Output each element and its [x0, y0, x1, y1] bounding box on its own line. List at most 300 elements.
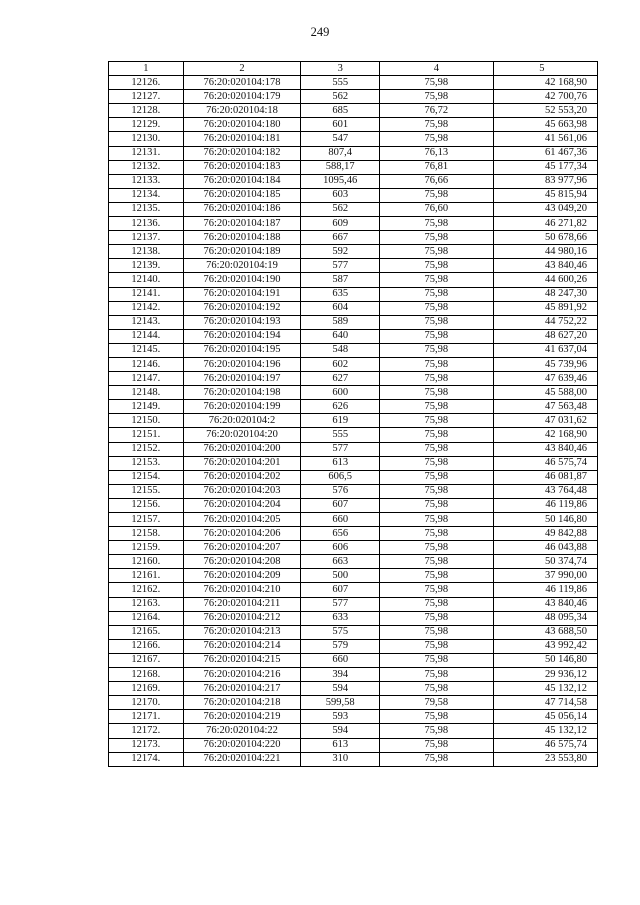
- area-cell: 594: [301, 724, 380, 738]
- rate-cell: 75,98: [380, 611, 494, 625]
- row-number-cell: 12128.: [109, 104, 184, 118]
- cadastral-number-cell: 76:20:020104:19: [183, 259, 301, 273]
- rate-cell: 75,98: [380, 738, 494, 752]
- area-cell: 594: [301, 682, 380, 696]
- value-cell: 45 663,98: [493, 118, 597, 132]
- rate-cell: 75,98: [380, 498, 494, 512]
- value-cell: 42 168,90: [493, 428, 597, 442]
- area-cell: 607: [301, 498, 380, 512]
- row-number-cell: 12169.: [109, 682, 184, 696]
- area-cell: 547: [301, 132, 380, 146]
- table-row: [109, 217, 598, 231]
- rate-cell: 75,98: [380, 386, 494, 400]
- row-number-cell: 12151.: [109, 428, 184, 442]
- cadastral-number-cell: 76:20:020104:181: [183, 132, 301, 146]
- table-row: [109, 682, 598, 696]
- cadastral-number-cell: 76:20:020104:189: [183, 245, 301, 259]
- table-row: [109, 527, 598, 541]
- cadastral-number-cell: 76:20:020104:190: [183, 273, 301, 287]
- table-row: [109, 372, 598, 386]
- row-number-cell: 12137.: [109, 231, 184, 245]
- table-row: [109, 513, 598, 527]
- cadastral-number-cell: 76:20:020104:215: [183, 653, 301, 667]
- rate-cell: 75,98: [380, 682, 494, 696]
- value-cell: 46 119,86: [493, 498, 597, 512]
- table-row: [109, 611, 598, 625]
- area-cell: 635: [301, 287, 380, 301]
- rate-cell: 76,60: [380, 202, 494, 216]
- row-number-cell: 12155.: [109, 484, 184, 498]
- table-row: [109, 90, 598, 104]
- value-cell: 49 842,88: [493, 527, 597, 541]
- table-row: [109, 202, 598, 216]
- table-row: [109, 555, 598, 569]
- rate-cell: 75,98: [380, 527, 494, 541]
- table-row: [109, 343, 598, 357]
- area-cell: 599,58: [301, 696, 380, 710]
- cadastral-number-cell: 76:20:020104:187: [183, 217, 301, 231]
- area-cell: 600: [301, 386, 380, 400]
- table-row: [109, 639, 598, 653]
- table-row: [109, 738, 598, 752]
- rate-cell: 75,98: [380, 456, 494, 470]
- row-number-cell: 12144.: [109, 329, 184, 343]
- row-number-cell: 12142.: [109, 301, 184, 315]
- value-cell: 50 146,80: [493, 513, 597, 527]
- value-cell: 83 977,96: [493, 174, 597, 188]
- row-number-cell: 12138.: [109, 245, 184, 259]
- area-cell: 607: [301, 583, 380, 597]
- area-cell: 660: [301, 653, 380, 667]
- area-cell: 685: [301, 104, 380, 118]
- value-cell: 46 081,87: [493, 470, 597, 484]
- cadastral-number-cell: 76:20:020104:191: [183, 287, 301, 301]
- value-cell: 46 043,88: [493, 541, 597, 555]
- rate-cell: 76,13: [380, 146, 494, 160]
- rate-cell: 75,98: [380, 484, 494, 498]
- value-cell: 47 563,48: [493, 400, 597, 414]
- cadastral-number-cell: 76:20:020104:200: [183, 442, 301, 456]
- row-number-cell: 12159.: [109, 541, 184, 555]
- row-number-cell: 12162.: [109, 583, 184, 597]
- rate-cell: 75,98: [380, 132, 494, 146]
- area-cell: 606: [301, 541, 380, 555]
- cadastral-number-cell: 76:20:020104:186: [183, 202, 301, 216]
- value-cell: 48 247,30: [493, 287, 597, 301]
- row-number-cell: 12158.: [109, 527, 184, 541]
- value-cell: 43 764,48: [493, 484, 597, 498]
- table-row: [109, 231, 598, 245]
- table-row: [109, 259, 598, 273]
- cadastral-number-cell: 76:20:020104:221: [183, 752, 301, 766]
- table-row: [109, 597, 598, 611]
- column-header-3: 3: [301, 62, 380, 76]
- cadastral-number-cell: 76:20:020104:195: [183, 343, 301, 357]
- area-cell: 1095,46: [301, 174, 380, 188]
- area-cell: 577: [301, 259, 380, 273]
- area-cell: 663: [301, 555, 380, 569]
- area-cell: 548: [301, 343, 380, 357]
- rate-cell: 75,98: [380, 118, 494, 132]
- row-number-cell: 12171.: [109, 710, 184, 724]
- column-header-1: 1: [109, 62, 184, 76]
- cadastral-number-cell: 76:20:020104:206: [183, 527, 301, 541]
- table-row: [109, 696, 598, 710]
- rate-cell: 79,58: [380, 696, 494, 710]
- value-cell: 48 095,34: [493, 611, 597, 625]
- cadastral-number-cell: 76:20:020104:213: [183, 625, 301, 639]
- row-number-cell: 12164.: [109, 611, 184, 625]
- cadastral-number-cell: 76:20:020104:196: [183, 357, 301, 371]
- area-cell: 394: [301, 668, 380, 682]
- value-cell: 45 132,12: [493, 724, 597, 738]
- rate-cell: 75,98: [380, 188, 494, 202]
- row-number-cell: 12139.: [109, 259, 184, 273]
- area-cell: 589: [301, 315, 380, 329]
- value-cell: 46 575,74: [493, 456, 597, 470]
- area-cell: 602: [301, 357, 380, 371]
- row-number-cell: 12149.: [109, 400, 184, 414]
- row-number-cell: 12131.: [109, 146, 184, 160]
- area-cell: 660: [301, 513, 380, 527]
- value-cell: 43 840,46: [493, 442, 597, 456]
- rate-cell: 75,98: [380, 597, 494, 611]
- cadastral-number-cell: 76:20:020104:22: [183, 724, 301, 738]
- cadastral-number-cell: 76:20:020104:208: [183, 555, 301, 569]
- rate-cell: 75,98: [380, 287, 494, 301]
- row-number-cell: 12165.: [109, 625, 184, 639]
- table-row: [109, 146, 598, 160]
- value-cell: 45 739,96: [493, 357, 597, 371]
- cadastral-number-cell: 76:20:020104:217: [183, 682, 301, 696]
- area-cell: 579: [301, 639, 380, 653]
- value-cell: 41 637,04: [493, 343, 597, 357]
- value-cell: 45 056,14: [493, 710, 597, 724]
- cadastral-number-cell: 76:20:020104:211: [183, 597, 301, 611]
- rate-cell: 76,66: [380, 174, 494, 188]
- area-cell: 613: [301, 738, 380, 752]
- rate-cell: 75,98: [380, 442, 494, 456]
- cadastral-number-cell: 76:20:020104:192: [183, 301, 301, 315]
- row-number-cell: 12147.: [109, 372, 184, 386]
- cadastral-number-cell: 76:20:020104:182: [183, 146, 301, 160]
- area-cell: 500: [301, 569, 380, 583]
- table-row: [109, 400, 598, 414]
- area-cell: 633: [301, 611, 380, 625]
- table-row: [109, 414, 598, 428]
- rate-cell: 75,98: [380, 217, 494, 231]
- row-number-cell: 12129.: [109, 118, 184, 132]
- row-number-cell: 12136.: [109, 217, 184, 231]
- area-cell: 577: [301, 442, 380, 456]
- row-number-cell: 12132.: [109, 160, 184, 174]
- table-row: [109, 428, 598, 442]
- row-number-cell: 12145.: [109, 343, 184, 357]
- area-cell: 601: [301, 118, 380, 132]
- value-cell: 45 132,12: [493, 682, 597, 696]
- table-row: [109, 329, 598, 343]
- cadastral-number-cell: 76:20:020104:188: [183, 231, 301, 245]
- cadastral-number-cell: 76:20:020104:199: [183, 400, 301, 414]
- table-row: [109, 442, 598, 456]
- cadastral-number-cell: 76:20:020104:219: [183, 710, 301, 724]
- rate-cell: 75,98: [380, 724, 494, 738]
- table-row: [109, 470, 598, 484]
- cadastral-number-cell: 76:20:020104:197: [183, 372, 301, 386]
- value-cell: 42 700,76: [493, 90, 597, 104]
- rate-cell: 75,98: [380, 555, 494, 569]
- table-row: [109, 287, 598, 301]
- value-cell: 23 553,80: [493, 752, 597, 766]
- table-row: [109, 174, 598, 188]
- value-cell: 47 031,62: [493, 414, 597, 428]
- value-cell: 29 936,12: [493, 668, 597, 682]
- table-row: [109, 188, 598, 202]
- table-row: [109, 583, 598, 597]
- value-cell: 43 840,46: [493, 597, 597, 611]
- row-number-cell: 12134.: [109, 188, 184, 202]
- table-row: [109, 724, 598, 738]
- table-row: [109, 104, 598, 118]
- area-cell: 603: [301, 188, 380, 202]
- cadastral-number-cell: 76:20:020104:218: [183, 696, 301, 710]
- header-row: [109, 62, 598, 76]
- row-number-cell: 12146.: [109, 357, 184, 371]
- cadastral-number-cell: 76:20:020104:220: [183, 738, 301, 752]
- cadastral-number-cell: 76:20:020104:209: [183, 569, 301, 583]
- cadastral-number-cell: 76:20:020104:2: [183, 414, 301, 428]
- area-cell: 592: [301, 245, 380, 259]
- value-cell: 47 714,58: [493, 696, 597, 710]
- value-cell: 45 891,92: [493, 301, 597, 315]
- value-cell: 43 688,50: [493, 625, 597, 639]
- row-number-cell: 12166.: [109, 639, 184, 653]
- cadastral-number-cell: 76:20:020104:214: [183, 639, 301, 653]
- row-number-cell: 12173.: [109, 738, 184, 752]
- area-cell: 555: [301, 76, 380, 90]
- cadastral-number-cell: 76:20:020104:193: [183, 315, 301, 329]
- row-number-cell: 12156.: [109, 498, 184, 512]
- table-row: [109, 752, 598, 766]
- rate-cell: 75,98: [380, 400, 494, 414]
- row-number-cell: 12154.: [109, 470, 184, 484]
- cadastral-number-cell: 76:20:020104:201: [183, 456, 301, 470]
- row-number-cell: 12126.: [109, 76, 184, 90]
- row-number-cell: 12153.: [109, 456, 184, 470]
- row-number-cell: 12135.: [109, 202, 184, 216]
- value-cell: 46 575,74: [493, 738, 597, 752]
- rate-cell: 75,98: [380, 315, 494, 329]
- value-cell: 45 588,00: [493, 386, 597, 400]
- table-row: [109, 386, 598, 400]
- row-number-cell: 12174.: [109, 752, 184, 766]
- value-cell: 44 980,16: [493, 245, 597, 259]
- row-number-cell: 12160.: [109, 555, 184, 569]
- cadastral-number-cell: 76:20:020104:185: [183, 188, 301, 202]
- area-cell: 577: [301, 597, 380, 611]
- cadastral-number-cell: 76:20:020104:205: [183, 513, 301, 527]
- value-cell: 50 678,66: [493, 231, 597, 245]
- row-number-cell: 12140.: [109, 273, 184, 287]
- area-cell: 656: [301, 527, 380, 541]
- value-cell: 47 639,46: [493, 372, 597, 386]
- table-header: [109, 62, 598, 76]
- cadastral-value-table: [108, 61, 598, 767]
- area-cell: 667: [301, 231, 380, 245]
- table-row: [109, 653, 598, 667]
- rate-cell: 75,98: [380, 273, 494, 287]
- value-cell: 45 177,34: [493, 160, 597, 174]
- area-cell: 807,4: [301, 146, 380, 160]
- rate-cell: 75,98: [380, 639, 494, 653]
- cadastral-number-cell: 76:20:020104:203: [183, 484, 301, 498]
- rate-cell: 75,98: [380, 231, 494, 245]
- row-number-cell: 12130.: [109, 132, 184, 146]
- rate-cell: 75,98: [380, 625, 494, 639]
- area-cell: 640: [301, 329, 380, 343]
- table-row: [109, 541, 598, 555]
- table-row: [109, 569, 598, 583]
- rate-cell: 75,98: [380, 90, 494, 104]
- area-cell: 575: [301, 625, 380, 639]
- rate-cell: 75,98: [380, 653, 494, 667]
- table-row: [109, 668, 598, 682]
- table-row: [109, 484, 598, 498]
- rate-cell: 75,98: [380, 301, 494, 315]
- rate-cell: 75,98: [380, 583, 494, 597]
- value-cell: 45 815,94: [493, 188, 597, 202]
- row-number-cell: 12150.: [109, 414, 184, 428]
- area-cell: 310: [301, 752, 380, 766]
- row-number-cell: 12143.: [109, 315, 184, 329]
- table-row: [109, 273, 598, 287]
- area-cell: 562: [301, 90, 380, 104]
- area-cell: 627: [301, 372, 380, 386]
- cadastral-number-cell: 76:20:020104:207: [183, 541, 301, 555]
- cadastral-number-cell: 76:20:020104:204: [183, 498, 301, 512]
- table-row: [109, 710, 598, 724]
- row-number-cell: 12168.: [109, 668, 184, 682]
- row-number-cell: 12170.: [109, 696, 184, 710]
- table-row: [109, 132, 598, 146]
- rate-cell: 75,98: [380, 372, 494, 386]
- rate-cell: 75,98: [380, 541, 494, 555]
- rate-cell: 75,98: [380, 245, 494, 259]
- rate-cell: 76,81: [380, 160, 494, 174]
- cadastral-number-cell: 76:20:020104:194: [183, 329, 301, 343]
- cadastral-number-cell: 76:20:020104:202: [183, 470, 301, 484]
- value-cell: 43 840,46: [493, 259, 597, 273]
- rate-cell: 75,98: [380, 414, 494, 428]
- area-cell: 606,5: [301, 470, 380, 484]
- row-number-cell: 12148.: [109, 386, 184, 400]
- rate-cell: 76,72: [380, 104, 494, 118]
- column-header-4: 4: [380, 62, 494, 76]
- area-cell: 555: [301, 428, 380, 442]
- cadastral-number-cell: 76:20:020104:212: [183, 611, 301, 625]
- rate-cell: 75,98: [380, 76, 494, 90]
- area-cell: 604: [301, 301, 380, 315]
- page-number: 249: [310, 25, 330, 39]
- rate-cell: 75,98: [380, 569, 494, 583]
- cadastral-number-cell: 76:20:020104:216: [183, 668, 301, 682]
- cadastral-number-cell: 76:20:020104:198: [183, 386, 301, 400]
- cadastral-number-cell: 76:20:020104:178: [183, 76, 301, 90]
- area-cell: 587: [301, 273, 380, 287]
- area-cell: 626: [301, 400, 380, 414]
- table-row: [109, 498, 598, 512]
- value-cell: 61 467,36: [493, 146, 597, 160]
- row-number-cell: 12152.: [109, 442, 184, 456]
- rate-cell: 75,98: [380, 329, 494, 343]
- rate-cell: 75,98: [380, 710, 494, 724]
- row-number-cell: 12127.: [109, 90, 184, 104]
- row-number-cell: 12161.: [109, 569, 184, 583]
- value-cell: 43 049,20: [493, 202, 597, 216]
- value-cell: 43 992,42: [493, 639, 597, 653]
- row-number-cell: 12157.: [109, 513, 184, 527]
- value-cell: 44 752,22: [493, 315, 597, 329]
- area-cell: 588,17: [301, 160, 380, 174]
- area-cell: 613: [301, 456, 380, 470]
- cadastral-number-cell: 76:20:020104:179: [183, 90, 301, 104]
- rate-cell: 75,98: [380, 343, 494, 357]
- area-cell: 609: [301, 217, 380, 231]
- value-cell: 42 168,90: [493, 76, 597, 90]
- area-cell: 619: [301, 414, 380, 428]
- table-row: [109, 456, 598, 470]
- rate-cell: 75,98: [380, 357, 494, 371]
- table-row: [109, 357, 598, 371]
- column-header-5: 5: [493, 62, 597, 76]
- table-row: [109, 315, 598, 329]
- cadastral-number-cell: 76:20:020104:18: [183, 104, 301, 118]
- value-cell: 50 374,74: [493, 555, 597, 569]
- row-number-cell: 12167.: [109, 653, 184, 667]
- area-cell: 576: [301, 484, 380, 498]
- rate-cell: 75,98: [380, 259, 494, 273]
- cadastral-number-cell: 76:20:020104:20: [183, 428, 301, 442]
- value-cell: 50 146,80: [493, 653, 597, 667]
- row-number-cell: 12172.: [109, 724, 184, 738]
- area-cell: 593: [301, 710, 380, 724]
- table-row: [109, 118, 598, 132]
- table-row: [109, 76, 598, 90]
- row-number-cell: 12133.: [109, 174, 184, 188]
- table-row: [109, 245, 598, 259]
- value-cell: 46 271,82: [493, 217, 597, 231]
- rate-cell: 75,98: [380, 668, 494, 682]
- cadastral-number-cell: 76:20:020104:184: [183, 174, 301, 188]
- value-cell: 46 119,86: [493, 583, 597, 597]
- cadastral-number-cell: 76:20:020104:210: [183, 583, 301, 597]
- table-row: [109, 625, 598, 639]
- value-cell: 41 561,06: [493, 132, 597, 146]
- rate-cell: 75,98: [380, 752, 494, 766]
- cadastral-number-cell: 76:20:020104:180: [183, 118, 301, 132]
- rate-cell: 75,98: [380, 428, 494, 442]
- row-number-cell: 12141.: [109, 287, 184, 301]
- cadastral-number-cell: 76:20:020104:183: [183, 160, 301, 174]
- rate-cell: 75,98: [380, 513, 494, 527]
- table-row: [109, 301, 598, 315]
- value-cell: 48 627,20: [493, 329, 597, 343]
- area-cell: 562: [301, 202, 380, 216]
- rate-cell: 75,98: [380, 470, 494, 484]
- value-cell: 52 553,20: [493, 104, 597, 118]
- table-body: [109, 76, 598, 767]
- value-cell: 44 600,26: [493, 273, 597, 287]
